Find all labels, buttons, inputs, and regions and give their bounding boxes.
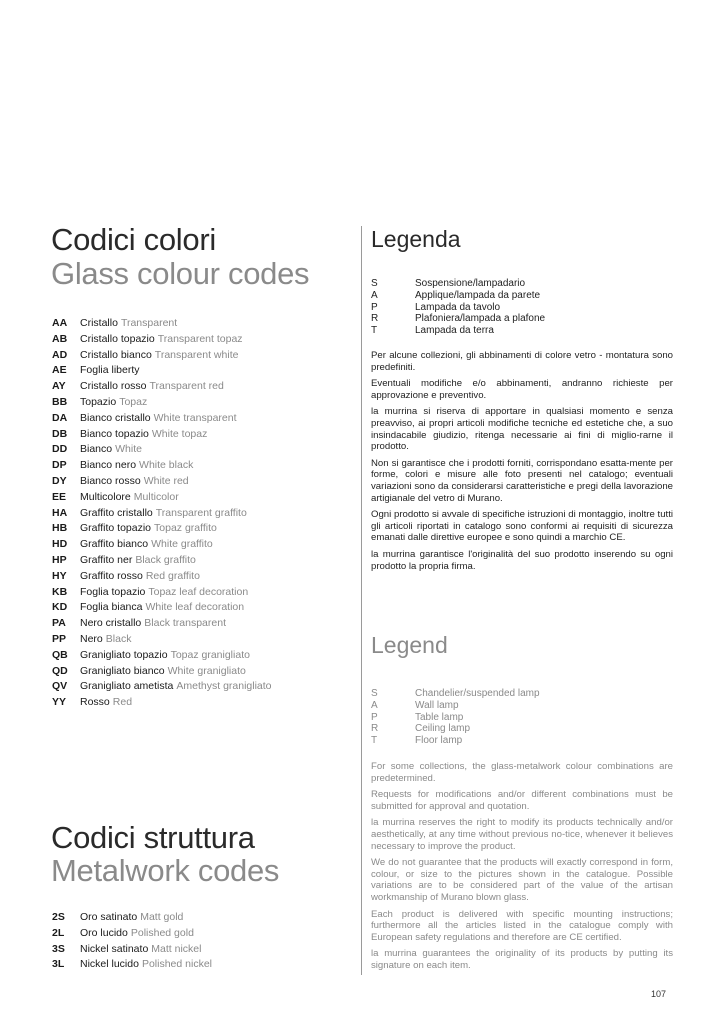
legend-row bbox=[371, 688, 671, 700]
code-italian-name: Graffito ner bbox=[80, 553, 133, 566]
paragraph: la murrina garantisce l'originalità del suo prodotto inserendo su ogni prodotto la propria firma. bbox=[371, 548, 673, 572]
legend-text: Plafoniera/lampada a plafone bbox=[415, 313, 546, 325]
code-english-name: White granigliato bbox=[167, 664, 246, 677]
legend-letter: A bbox=[371, 289, 378, 301]
code-english-name: White black bbox=[139, 459, 194, 472]
code-label: EE bbox=[52, 490, 67, 503]
paragraph: la murrina reserves the right to modify its products technically and/or aesthetically, at any time without previous no-tice, whenever it believes necessary to improve the product. bbox=[371, 817, 673, 852]
legend-row bbox=[371, 735, 671, 747]
code-row bbox=[52, 910, 342, 926]
code-italian-name: Bianco nero bbox=[80, 459, 137, 472]
code-label: HA bbox=[52, 506, 68, 519]
legend-letter: S bbox=[371, 688, 378, 699]
code-italian-name: Oro satinato bbox=[80, 911, 138, 923]
code-italian-name: Oro lucido bbox=[80, 926, 128, 939]
code-row bbox=[52, 395, 342, 411]
code-italian-name: Bianco bbox=[80, 443, 113, 456]
legend-row bbox=[371, 700, 671, 712]
metalwork-codes-list bbox=[52, 910, 342, 973]
legend-text: Chandelier/suspended lamp bbox=[415, 688, 540, 699]
colour-codes-list bbox=[52, 316, 342, 711]
code-label: BB bbox=[52, 395, 68, 408]
code-row bbox=[52, 379, 342, 395]
legend-text: Applique/lampada da parete bbox=[415, 289, 541, 301]
code-english-name: Transparent graffito bbox=[155, 506, 247, 519]
code-row bbox=[52, 664, 342, 680]
code-row bbox=[52, 926, 342, 942]
code-english-name: Polished gold bbox=[130, 926, 194, 939]
legend-row bbox=[371, 290, 671, 302]
legend-row bbox=[371, 278, 671, 290]
code-english-name: White graffito bbox=[151, 538, 213, 551]
code-label: DB bbox=[52, 427, 68, 440]
code-english-name: Topaz granigliato bbox=[170, 648, 250, 661]
legend-row bbox=[371, 302, 671, 314]
legend-letter: R bbox=[371, 313, 379, 325]
code-italian-name: Rosso bbox=[80, 696, 110, 709]
legend-letter: T bbox=[371, 325, 378, 337]
code-row bbox=[52, 648, 342, 664]
code-italian-name: Foglia liberty bbox=[80, 364, 140, 377]
code-italian-name: Bianco topazio bbox=[80, 427, 149, 440]
code-english-name: Topaz bbox=[119, 395, 148, 408]
code-english-name: Polished nickel bbox=[141, 958, 212, 971]
code-row bbox=[52, 458, 342, 474]
code-label: QD bbox=[52, 664, 68, 677]
code-row bbox=[52, 553, 342, 569]
code-row bbox=[52, 537, 342, 553]
legend-row bbox=[371, 325, 671, 337]
colour-codes-title-it: Codici colori bbox=[51, 222, 216, 257]
code-english-name: Topaz leaf decoration bbox=[148, 585, 249, 598]
code-label: AE bbox=[52, 364, 67, 377]
code-row bbox=[52, 316, 342, 332]
code-row bbox=[52, 411, 342, 427]
legend-letter: S bbox=[371, 278, 378, 289]
code-italian-name: Granigliato bianco bbox=[80, 664, 165, 677]
code-row bbox=[52, 521, 342, 537]
paragraph: Eventuali modifiche e/o abbinamenti, andranno richieste per approvazione e preventivo. bbox=[371, 378, 673, 401]
metalwork-codes-title-it: Codici struttura bbox=[51, 820, 255, 855]
paragraph: Ogni prodotto si avvale di specifiche istruzioni di montaggio, inoltre tutti gli articoli riportati in catalogo sono conformi ai requisiti di sicurezza emanati dalle direttive europee e sono quindi a marchio CE. bbox=[371, 509, 673, 544]
legenda-list bbox=[371, 278, 671, 337]
code-label: AA bbox=[52, 317, 68, 329]
code-italian-name: Foglia bianca bbox=[80, 601, 143, 614]
code-row bbox=[52, 363, 342, 379]
legend-text: Sospensione/lampadario bbox=[415, 278, 526, 289]
paragraph: Per alcune collezioni, gli abbinamenti di colore vetro - montatura sono predefiniti. bbox=[371, 350, 673, 373]
legend-letter: P bbox=[371, 301, 378, 313]
legend-list bbox=[371, 688, 671, 747]
metalwork-codes-title-en: Metalwork codes bbox=[51, 853, 280, 888]
legend-letter: T bbox=[371, 735, 378, 747]
code-label: HB bbox=[52, 522, 68, 535]
legend-text: Lampada da terra bbox=[415, 325, 494, 337]
legend-row bbox=[371, 313, 671, 325]
legend-text: Wall lamp bbox=[415, 699, 459, 711]
code-label: AB bbox=[52, 332, 68, 345]
code-italian-name: Bianco cristallo bbox=[80, 411, 151, 424]
code-english-name: White bbox=[115, 443, 142, 456]
code-label: DD bbox=[52, 443, 68, 456]
legend-text: Floor lamp bbox=[415, 735, 463, 747]
code-italian-name: Multicolore bbox=[80, 490, 131, 503]
code-english-name: White topaz bbox=[151, 427, 208, 440]
code-italian-name: Cristallo topazio bbox=[80, 332, 155, 345]
code-english-name: Transparent white bbox=[154, 348, 239, 361]
code-english-name: White leaf decoration bbox=[145, 601, 245, 614]
code-label: 2L bbox=[52, 926, 65, 939]
code-label: AY bbox=[52, 380, 66, 393]
column-divider bbox=[361, 226, 362, 975]
code-english-name: Multicolor bbox=[133, 490, 179, 503]
code-row bbox=[52, 490, 342, 506]
paragraph: la murrina guarantees the originality of its products by putting its signature on each item. bbox=[371, 948, 673, 971]
code-italian-name: Foglia topazio bbox=[80, 585, 146, 598]
code-row bbox=[52, 442, 342, 458]
code-row bbox=[52, 506, 342, 522]
code-english-name: Transparent topaz bbox=[157, 332, 243, 345]
legend-paragraphs bbox=[371, 761, 673, 977]
paragraph: Each product is delivered with specific mounting instructions; furthermore all the articles listed in the catalogue comply with European safety regulations and therefore are CE certified. bbox=[371, 908, 673, 943]
code-english-name: Red graffito bbox=[145, 569, 200, 582]
code-italian-name: Graffito rosso bbox=[80, 569, 143, 582]
code-italian-name: Nero bbox=[80, 632, 103, 645]
code-label: YY bbox=[52, 696, 67, 709]
code-english-name: Red bbox=[112, 696, 133, 709]
legend-letter: P bbox=[371, 711, 378, 723]
legenda-paragraphs bbox=[371, 350, 673, 577]
code-english-name: Transparent bbox=[120, 317, 178, 329]
code-row bbox=[52, 616, 342, 632]
code-label: HY bbox=[52, 569, 67, 582]
code-english-name: Transparent red bbox=[149, 380, 224, 393]
code-english-name: Matt nickel bbox=[151, 942, 202, 955]
code-italian-name: Topazio bbox=[80, 395, 117, 408]
code-italian-name: Granigliato ametista bbox=[80, 680, 174, 693]
code-label: QB bbox=[52, 648, 68, 661]
code-row bbox=[52, 957, 342, 973]
legend-row bbox=[371, 723, 671, 735]
legend-letter: R bbox=[371, 723, 379, 735]
code-english-name: White red bbox=[143, 474, 189, 487]
code-italian-name: Nickel satinato bbox=[80, 942, 149, 955]
code-italian-name: Cristallo rosso bbox=[80, 380, 147, 393]
code-label: DY bbox=[52, 474, 67, 487]
code-label: PP bbox=[52, 632, 67, 645]
code-italian-name: Nero cristallo bbox=[80, 617, 142, 630]
code-row bbox=[52, 569, 342, 585]
legend-letter: A bbox=[371, 699, 378, 711]
code-label: 3S bbox=[52, 942, 65, 955]
code-italian-name: Cristallo bianco bbox=[80, 348, 152, 361]
code-italian-name: Graffito cristallo bbox=[80, 506, 153, 519]
code-row bbox=[52, 348, 342, 364]
code-italian-name: Nickel lucido bbox=[80, 958, 139, 971]
page-number: 107 bbox=[651, 989, 667, 999]
legend-row bbox=[371, 712, 671, 724]
code-label: HP bbox=[52, 553, 67, 566]
code-label: PA bbox=[52, 617, 66, 630]
code-label: QV bbox=[52, 680, 68, 693]
code-label: KB bbox=[52, 585, 68, 598]
paragraph: We do not guarantee that the products will exactly correspond in form, colour, or size to the pictures shown in the catalogue. Possible variations are to be considered part of the value of the artisan workmanship of Murano blown glass. bbox=[371, 857, 673, 903]
code-row bbox=[52, 427, 342, 443]
code-row bbox=[52, 332, 342, 348]
code-row bbox=[52, 679, 342, 695]
code-english-name: Black bbox=[105, 632, 132, 645]
paragraph: For some collections, the glass-metalwork colour combinations are predetermined. bbox=[371, 761, 673, 784]
code-row bbox=[52, 632, 342, 648]
code-english-name: Black graffito bbox=[135, 553, 196, 566]
code-label: DP bbox=[52, 459, 67, 472]
paragraph: la murrina si riserva di apportare in qualsiasi momento e senza preavviso, ai propri articoli modifiche tecniche ed estetiche che, a suo insindacabile giudizio, ritenga necessarie ai fini di miglio-rarne il prodotto. bbox=[371, 406, 673, 453]
colour-codes-title-en: Glass colour codes bbox=[51, 256, 310, 291]
code-row bbox=[52, 600, 342, 616]
code-label: DA bbox=[52, 411, 68, 424]
legend-text: Ceiling lamp bbox=[415, 723, 471, 735]
code-italian-name: Granigliato topazio bbox=[80, 648, 168, 661]
code-english-name: Topaz graffito bbox=[154, 522, 217, 535]
code-label: KD bbox=[52, 601, 68, 614]
code-label: 2S bbox=[52, 911, 65, 923]
legenda-title: Legenda bbox=[371, 226, 461, 252]
code-label: 3L bbox=[52, 958, 65, 971]
code-row bbox=[52, 942, 342, 958]
paragraph: Requests for modifications and/or different combinations must be submitted for approval and quotation. bbox=[371, 789, 673, 812]
code-italian-name: Graffito bianco bbox=[80, 538, 149, 551]
code-italian-name: Graffito topazio bbox=[80, 522, 152, 535]
code-label: AD bbox=[52, 348, 68, 361]
paragraph: Non si garantisce che i prodotti forniti, corrispondano esatta-mente per forme, colori e misure alle foto presenti nel catalogo; eventuali variazioni sono da considerarsi caratteristiche e pregi della lavorazione artigianale del vetro di Murano. bbox=[371, 457, 673, 504]
code-english-name: White transparent bbox=[153, 411, 237, 424]
code-italian-name: Bianco rosso bbox=[80, 474, 141, 487]
code-english-name: Black transparent bbox=[144, 617, 226, 630]
code-row bbox=[52, 585, 342, 601]
code-row bbox=[52, 695, 342, 711]
code-label: HD bbox=[52, 538, 68, 551]
legend-text: Lampada da tavolo bbox=[415, 301, 501, 313]
legend-title: Legend bbox=[371, 632, 448, 658]
code-english-name: Amethyst granigliato bbox=[176, 680, 272, 693]
code-english-name: Matt gold bbox=[140, 911, 184, 923]
legend-text: Table lamp bbox=[415, 711, 464, 723]
code-italian-name: Cristallo bbox=[80, 317, 118, 329]
code-row bbox=[52, 474, 342, 490]
